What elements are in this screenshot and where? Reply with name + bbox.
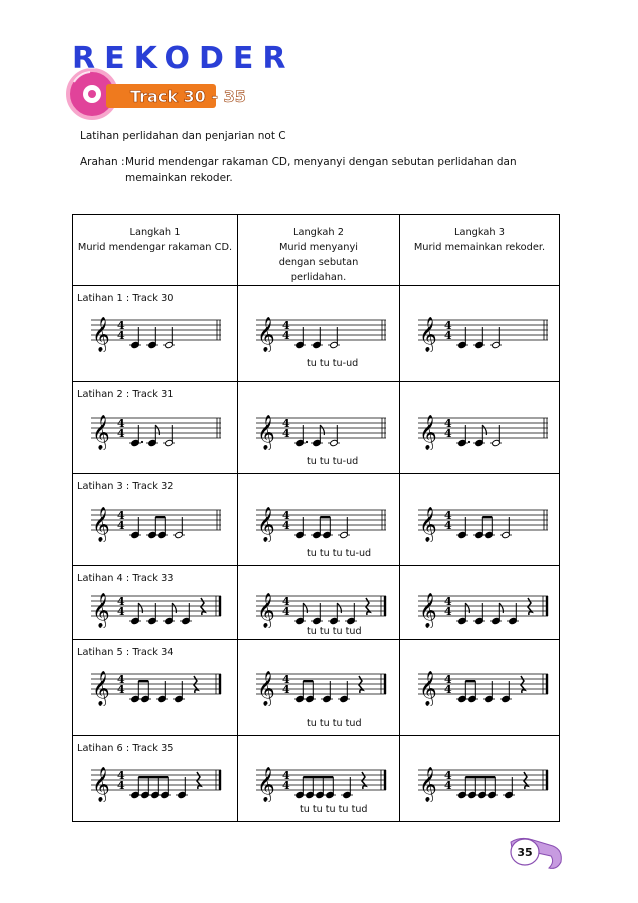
- track-label: Track 30 - 35: [130, 87, 246, 106]
- note-beam: [303, 776, 333, 778]
- time-signature: 4: [117, 329, 125, 342]
- music-staff: [256, 310, 388, 355]
- staff-svg: [418, 760, 550, 802]
- time-signature: 4: [444, 769, 452, 782]
- time-signature: 4: [117, 683, 125, 696]
- header-step-1: [73, 215, 238, 286]
- syllables: tu tu tu tud: [307, 718, 362, 729]
- time-signature: 4: [444, 595, 452, 608]
- exercise-cell: [238, 286, 400, 382]
- treble-clef-icon: 𝄞: [257, 317, 275, 352]
- treble-clef-icon: 𝄞: [92, 593, 110, 628]
- music-staff: [91, 500, 223, 545]
- time-signature: 4: [282, 417, 290, 430]
- note-flag: [499, 603, 503, 613]
- treble-clef-icon: 𝄞: [92, 671, 110, 706]
- quarter-rest: [366, 598, 370, 615]
- exercise-cell: [238, 736, 400, 822]
- exercise-cell: [400, 474, 560, 566]
- note-beam: [138, 776, 168, 778]
- exercise-row: [73, 286, 560, 382]
- staff-svg: [91, 310, 223, 352]
- quarter-rest: [524, 772, 528, 789]
- time-signature: 4: [117, 427, 125, 440]
- syllables: tu tu tu-ud: [307, 456, 359, 467]
- exercise-cell: [238, 566, 400, 640]
- time-signature: 4: [117, 519, 125, 532]
- quarter-rest: [528, 598, 532, 615]
- intro: [80, 128, 517, 188]
- time-signature: 4: [117, 769, 125, 782]
- treble-clef-icon: 𝄞: [257, 507, 275, 542]
- quarter-rest: [362, 772, 366, 789]
- music-staff: [91, 586, 223, 631]
- exercise-cell: [73, 566, 238, 640]
- staff-svg: [418, 586, 550, 628]
- note-beam: [465, 776, 495, 778]
- music-staff: [418, 500, 550, 545]
- note-dot: [141, 441, 143, 443]
- horn-icon: [505, 832, 565, 872]
- staff-svg: [91, 500, 223, 542]
- staff-svg: [418, 310, 550, 352]
- aim-text: Murid mendengar rakaman CD, menyanyi dengan sebutan perlidahan dan memainkan rekoder.: [125, 156, 517, 184]
- staff-svg: [91, 664, 223, 706]
- time-signature: 4: [282, 605, 290, 618]
- exercise-label: Latihan 4 : Track 33: [77, 573, 174, 584]
- time-signature: 4: [282, 519, 290, 532]
- treble-clef-icon: 𝄞: [419, 415, 437, 450]
- time-signature: 4: [117, 417, 125, 430]
- time-signature: 4: [117, 779, 125, 792]
- header-step-3: [400, 215, 560, 286]
- exercise-cell: [73, 286, 238, 382]
- time-signature: 4: [282, 769, 290, 782]
- page-header: [60, 38, 360, 118]
- time-signature: 4: [282, 427, 290, 440]
- time-signature: 4: [117, 319, 125, 332]
- exercise-row: [73, 640, 560, 736]
- aim-label: Arahan :: [80, 156, 125, 168]
- header-title: Langkah 3: [454, 227, 505, 238]
- note-flag: [155, 425, 159, 435]
- treble-clef-icon: 𝄞: [419, 317, 437, 352]
- quarter-rest: [194, 676, 198, 693]
- staff-svg: [418, 408, 550, 450]
- music-staff: [418, 664, 550, 709]
- intro-line: Latihan perlidahan dan penjarian not C: [80, 130, 286, 142]
- time-signature: 4: [444, 319, 452, 332]
- staff-svg: [256, 310, 388, 352]
- time-signature: 4: [444, 417, 452, 430]
- treble-clef-icon: 𝄞: [419, 767, 437, 802]
- exercise-label: Latihan 5 : Track 34: [77, 647, 174, 658]
- time-signature: 4: [282, 673, 290, 686]
- exercise-cell: [400, 382, 560, 474]
- exercise-cell: [73, 382, 238, 474]
- time-signature: 4: [282, 329, 290, 342]
- staff-svg: [256, 664, 388, 706]
- exercise-label: Latihan 2 : Track 31: [77, 389, 174, 400]
- note-beam: [303, 680, 313, 682]
- music-staff: [256, 408, 388, 453]
- music-staff: [418, 760, 550, 805]
- note-dot: [468, 441, 470, 443]
- staff-svg: [91, 760, 223, 802]
- staff-svg: [256, 760, 388, 802]
- quarter-rest: [359, 676, 363, 693]
- note-flag: [303, 603, 307, 613]
- quarter-rest: [201, 598, 205, 615]
- note-flag: [172, 603, 176, 613]
- exercise-cell: [400, 640, 560, 736]
- exercise-cell: [73, 736, 238, 822]
- treble-clef-icon: 𝄞: [257, 415, 275, 450]
- header-title: Langkah 1: [129, 227, 181, 238]
- time-signature: 4: [444, 683, 452, 696]
- time-signature: 4: [117, 605, 125, 618]
- syllables: tu tu tu-ud: [307, 358, 359, 369]
- quarter-rest: [197, 772, 201, 789]
- staff-svg: [256, 408, 388, 450]
- time-signature: 4: [282, 595, 290, 608]
- exercise-label: Latihan 1 : Track 30: [77, 293, 174, 304]
- note-dot: [306, 441, 308, 443]
- note-beam: [138, 680, 148, 682]
- note-flag: [138, 603, 142, 613]
- music-staff: [256, 500, 388, 545]
- note-flag: [482, 425, 486, 435]
- note-flag: [320, 425, 324, 435]
- exercise-row: [73, 566, 560, 640]
- note-flag: [337, 603, 341, 613]
- page-title: REKODER: [72, 41, 295, 76]
- time-signature: 4: [444, 427, 452, 440]
- time-signature: 4: [282, 779, 290, 792]
- treble-clef-icon: 𝄞: [257, 593, 275, 628]
- exercise-cell: [238, 640, 400, 736]
- note-flag: [465, 603, 469, 613]
- music-staff: [418, 310, 550, 355]
- staff-svg: [418, 664, 550, 706]
- exercise-row: [73, 736, 560, 822]
- music-staff: [91, 664, 223, 709]
- treble-clef-icon: 𝄞: [419, 671, 437, 706]
- page-number: 35: [517, 846, 533, 859]
- time-signature: 4: [444, 779, 452, 792]
- treble-clef-icon: 𝄞: [419, 507, 437, 542]
- table-header-row: [73, 215, 560, 286]
- time-signature: 4: [117, 673, 125, 686]
- music-staff: [256, 586, 388, 631]
- staff-svg: [418, 500, 550, 542]
- header-desc: Murid mendengar rakaman CD.: [77, 242, 233, 253]
- exercise-row: [73, 382, 560, 474]
- music-staff: [91, 760, 223, 805]
- time-signature: 4: [444, 509, 452, 522]
- syllables: tu tu tu tud: [307, 626, 362, 637]
- syllables: tu tu tu tu-ud: [307, 548, 372, 559]
- exercise-cell: [400, 286, 560, 382]
- exercise-cell: [400, 566, 560, 640]
- note-beam: [320, 516, 330, 518]
- music-staff: [256, 664, 388, 709]
- staff-svg: [91, 408, 223, 450]
- staff-svg: [256, 586, 388, 628]
- treble-clef-icon: 𝄞: [419, 593, 437, 628]
- time-signature: 4: [444, 605, 452, 618]
- header-step-2: [238, 215, 400, 286]
- header-desc: Murid menyanyi dengan sebutan perlidahan.: [278, 242, 359, 283]
- music-staff: [91, 408, 223, 453]
- staff-svg: [91, 586, 223, 628]
- exercise-cell: [73, 640, 238, 736]
- exercise-cell: [238, 382, 400, 474]
- music-staff: [91, 310, 223, 355]
- music-staff: [418, 408, 550, 453]
- note-beam: [482, 516, 492, 518]
- lessons-table: [72, 214, 560, 822]
- time-signature: 4: [282, 319, 290, 332]
- time-signature: 4: [117, 509, 125, 522]
- treble-clef-icon: 𝄞: [92, 317, 110, 352]
- time-signature: 4: [444, 673, 452, 686]
- treble-clef-icon: 𝄞: [92, 507, 110, 542]
- music-staff: [256, 760, 388, 805]
- exercise-cell: [73, 474, 238, 566]
- header-desc: Murid memainkan rekoder.: [413, 242, 546, 253]
- treble-clef-icon: 𝄞: [257, 767, 275, 802]
- time-signature: 4: [444, 519, 452, 532]
- time-signature: 4: [282, 683, 290, 696]
- staff-svg: [256, 500, 388, 542]
- aim-row: [80, 154, 517, 188]
- header-title: Langkah 2: [293, 227, 344, 238]
- page-number-badge: [505, 832, 565, 872]
- treble-clef-icon: 𝄞: [257, 671, 275, 706]
- quarter-rest: [521, 676, 525, 693]
- note-beam: [155, 516, 165, 518]
- exercise-label: Latihan 6 : Track 35: [77, 743, 174, 754]
- exercise-row: [73, 474, 560, 566]
- time-signature: 4: [117, 595, 125, 608]
- note-beam: [465, 680, 475, 682]
- time-signature: 4: [444, 329, 452, 342]
- exercise-cell: [400, 736, 560, 822]
- syllables: tu tu tu tu tud: [300, 804, 368, 815]
- exercise-label: Latihan 3 : Track 32: [77, 481, 174, 492]
- title-graphic: [60, 38, 380, 123]
- treble-clef-icon: 𝄞: [92, 415, 110, 450]
- music-staff: [418, 586, 550, 631]
- exercise-cell: [238, 474, 400, 566]
- treble-clef-icon: 𝄞: [92, 767, 110, 802]
- time-signature: 4: [282, 509, 290, 522]
